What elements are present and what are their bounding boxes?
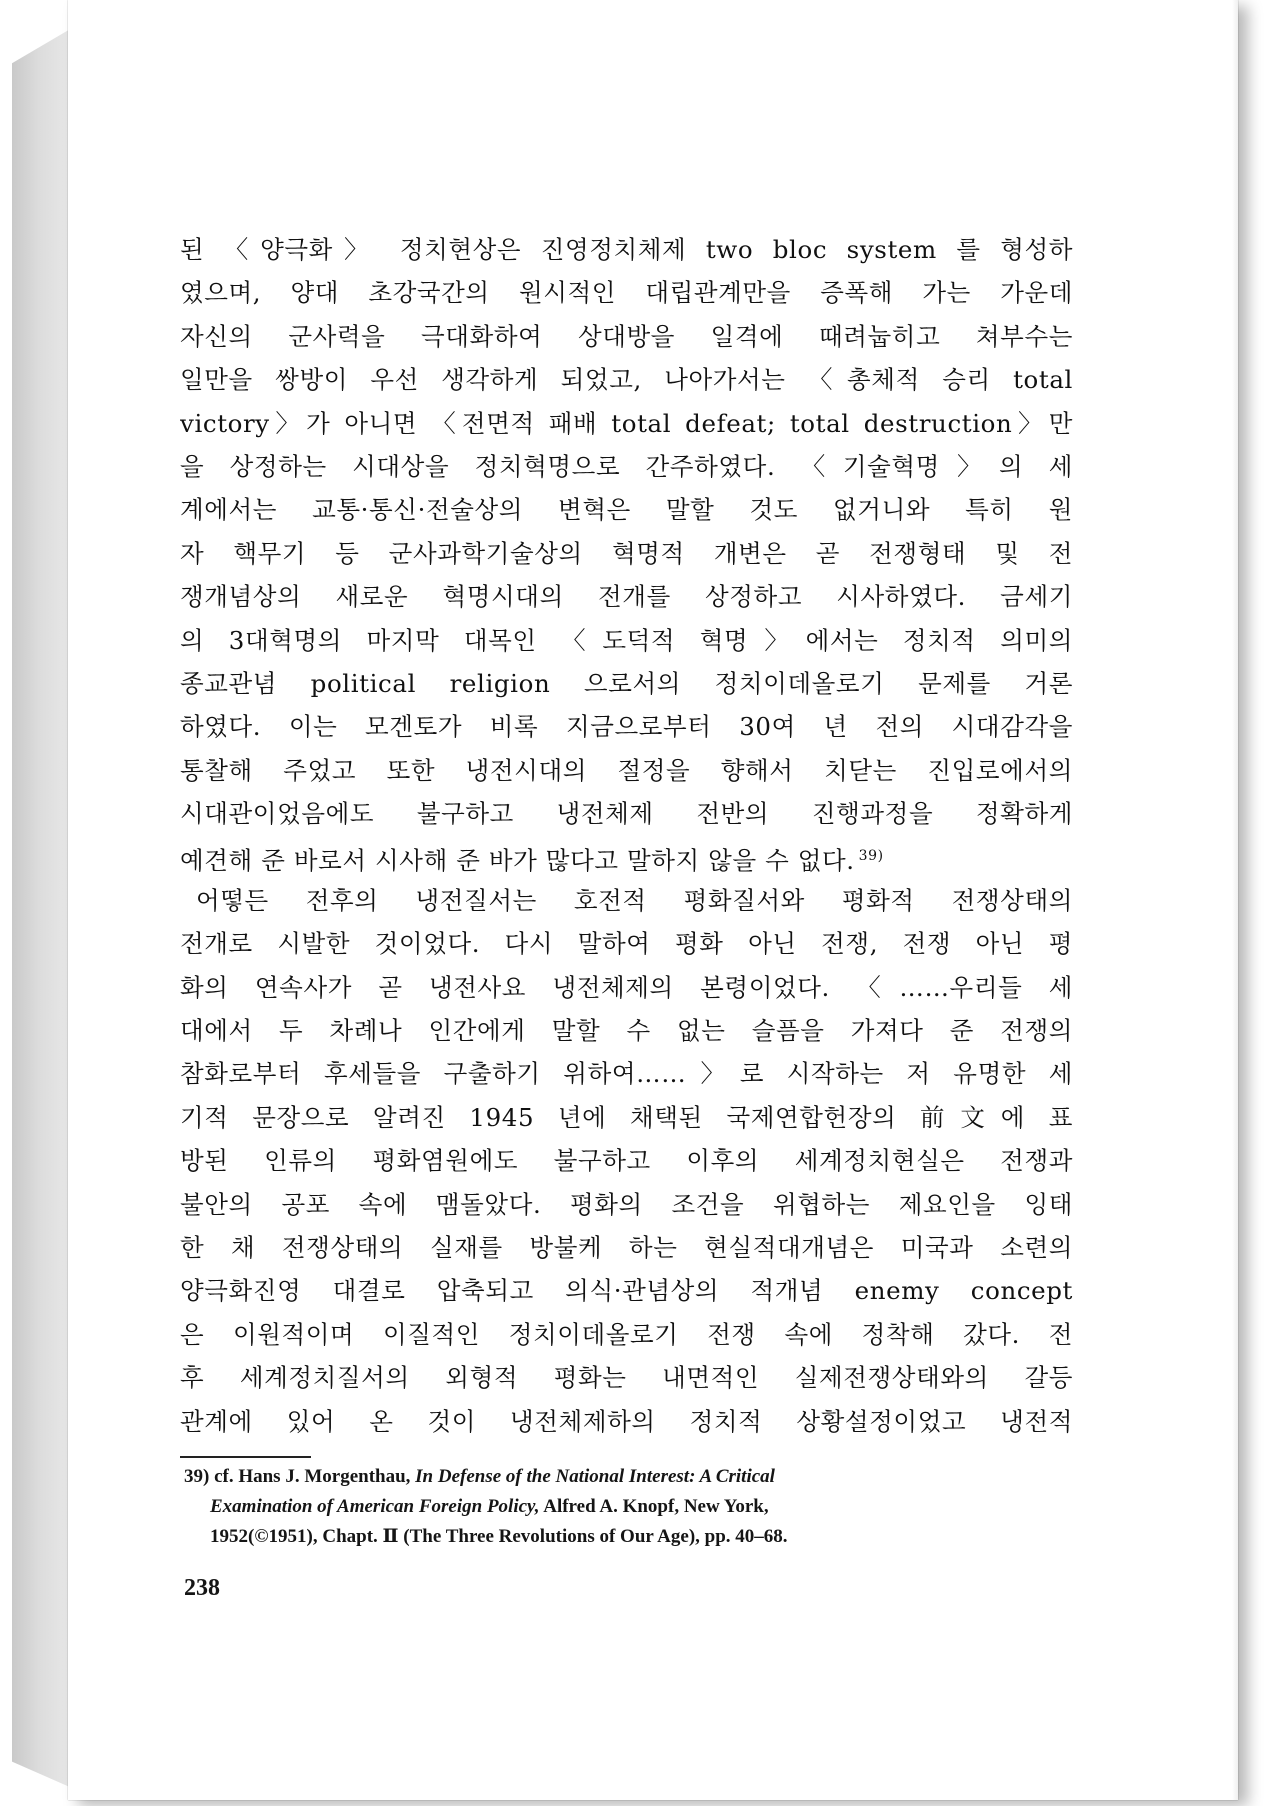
footnote-divider [180,1456,311,1458]
paragraph-end-line [180,835,1073,878]
footnote-line [184,1492,1076,1522]
text-line: 된 〈양극화〉 정치현상은 진영정치체제 two bloc system 를 형성하 [180,235,1073,264]
text-line: 불안의 공포 속에 맴돌았다. 평화의 조건을 위협하는 제요인을 잉태 [180,1189,1073,1219]
text-line: 예견해 준 바로서 시사해 준 바가 많다고 말하지 않을 수 없다. [180,846,855,876]
text-line: 관계에 있어 온 것이 냉전체제하의 정치적 상황설정이었고 냉전적 [180,1406,1073,1436]
body-text [180,228,1073,1443]
text-line: 어떻든 전후의 냉전질서는 호전적 평화질서와 평화적 전쟁상태의 [196,885,1073,915]
text-line: 은 이원적이며 이질적인 정치이데올로기 전쟁 속에 정착해 갔다. 전 [180,1319,1073,1349]
footnote-prefix: cf. Hans J. Morgenthau, [214,1466,411,1487]
text-line: 후 세계정치질서의 외형적 평화는 내면적인 실제전쟁상태와의 갈등 [180,1363,1073,1393]
text-line: 한 채 전쟁상태의 실재를 방불케 하는 현실적대개념은 미국과 소련의 [180,1232,1073,1262]
text-line: 참화로부터 후세들을 구출하기 위하여……〉로 시작하는 저 유명한 세 [180,1059,1073,1089]
text-line: 통찰해 주었고 또한 냉전시대의 절정을 향해서 치닫는 진입로에서의 [180,755,1073,785]
text-line: 기적 문장으로 알려진 1945 년에 채택된 국제연합헌장의 前文에 표 [180,1102,1073,1132]
footnote-publisher: Alfred A. Knopf, New York, [543,1496,769,1517]
text-line: 시대관이었음에도 불구하고 냉전체제 전반의 진행과정을 정확하게 [180,799,1073,829]
page-edge [1232,0,1238,1800]
book-spine [12,28,72,1788]
text-line: 계에서는 교통·통신·전술상의 변혁은 말할 것도 없거니와 특히 원 [180,495,1073,525]
text-line: 대에서 두 차례나 인간에게 말할 수 없는 슬픔을 가져다 준 전쟁의 [180,1016,1073,1046]
text-line: 양극화진영 대결로 압축되고 의식·관념상의 적개념 enemy concept [180,1276,1073,1306]
text-line: 일만을 쌍방이 우선 생각하게 되었고, 나아가서는 〈총체적 승리 total [180,365,1073,395]
footnote-title-cont: Examination of American Foreign Policy, [210,1496,540,1517]
text-line: 방된 인류의 평화염원에도 불구하고 이후의 세계정치현실은 전쟁과 [180,1146,1073,1176]
text-line: 자신의 군사력을 극대화하여 상대방을 일격에 때려눕히고 쳐부수는 [180,321,1073,351]
footnote-reference[interactable]: 39) [858,848,884,865]
footnote-number: 39) [184,1466,210,1487]
text-line: 자 핵무기 등 군사과학기술상의 혁명적 개변은 곧 전쟁형태 및 전 [180,538,1073,568]
text-line: 였으며, 양대 초강국간의 원시적인 대립관계만을 증폭해 가는 가운데 [180,278,1073,308]
footnote-39 [184,1462,1076,1552]
text-line: victory〉가 아니면 〈전면적 패배 total defeat; total destruction〉만 [180,408,1073,438]
footnote-title: In Defense of the National Interest: A Critical [415,1466,775,1487]
page-number: 238 [184,1575,220,1601]
footnote-line: 1952(©1951), Chapt. Ⅱ (The Three Revolutions of Our Age), pp. 40–68. [210,1526,788,1547]
text-line: 의 3대혁명의 마지막 대목인 〈도덕적 혁명〉에서는 정치적 의미의 [180,625,1073,655]
footnote-line [184,1462,1076,1492]
text-line: 화의 연속사가 곧 냉전사요 냉전체제의 본령이었다. 〈……우리들 세 [180,972,1073,1002]
text-line: 전개로 시발한 것이었다. 다시 말하여 평화 아닌 전쟁, 전쟁 아닌 평 [180,929,1073,959]
text-line: 쟁개념상의 새로운 혁명시대의 전개를 상정하고 시사하였다. 금세기 [180,582,1073,612]
text-line: 종교관념 political religion 으로서의 정치이데올로기 문제를 거론 [180,668,1073,698]
text-line: 을 상정하는 시대상을 정치혁명으로 간주하였다. 〈기술혁명〉의 세 [180,451,1073,481]
text-line: 하였다. 이는 모겐토가 비록 지금으로부터 30여 년 전의 시대감각을 [180,712,1073,742]
